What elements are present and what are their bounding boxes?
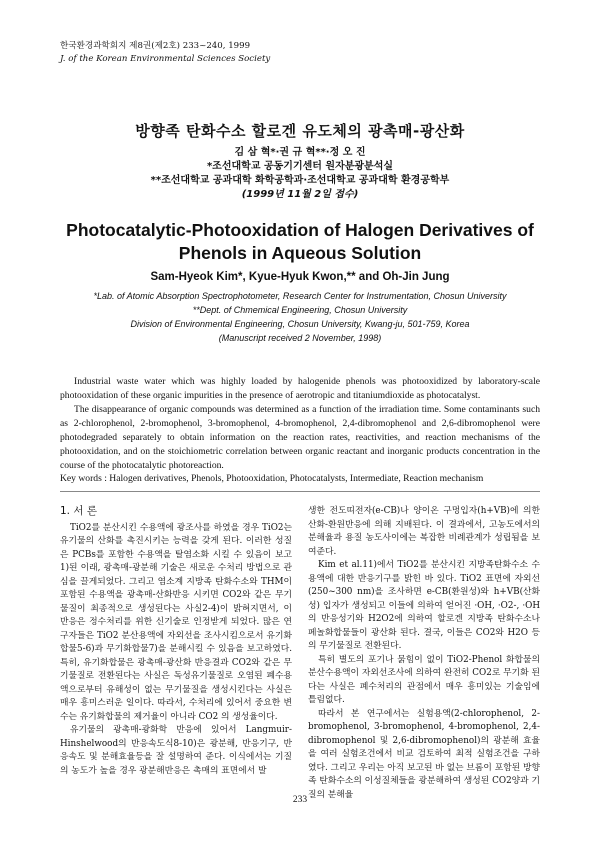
section-heading-introduction: 1. 서 론: [60, 505, 97, 517]
affiliation-english-2: **Dept. of Chmemical Engineering, Chosun University: [192, 305, 408, 315]
keywords: Key words : Halogen derivatives, Phenols, Photooxidation, Photocatalysts, Intermediate, Reaction mechanism: [60, 473, 484, 484]
body-column-right: [308, 505, 540, 802]
affiliation-korean-2: **조선대학교 공과대학 화학공학과·조선대학교 공과대학 환경공학부: [150, 175, 450, 186]
received-date-korean: (1999년 11월 2일 접수): [241, 189, 359, 200]
authors-english: Sam-Hyeok Kim*, Kyue-Hyuk Kwon,** and Oh-Jin Jung: [150, 271, 450, 283]
body-paragraph: TiO2를 분산시킨 수용액에 광조사를 하였을 경우 TiO2는 유기물의 산화를 촉진시키는 능력을 갖게 된다. 이러한 성질은 PCBs를 포함한 수용액을 탈염소화 시킬 수 있음이 보고1)된 이래, 광촉매-광분해 기술은 새로운 수처리 방법으로 관심을 끌게되었다. 그리고 염소계 지방족 탄화수소와 THM이 포함된 수용액을 광촉매-산화반응 시키면 CO2와 같은 무기물질이 최종적으로 생성된다는 사실2-4)이 밝혀지면서, 이 반응은 정수처리를 위한 신기술로 인정받게 되었다. 많은 연구자들은 TiO2 분산용액에 자외선을 조사시킴으로서 유기화합물5-6)과 무기화합물7)을 분해시킬 수 있음을 보고하였다. 특히, 유기화합물은 광촉매-광산화 반응결과 CO2와 같은 무기물질로 전환된다는 사실은 독성유기물질로 오염된 폐수용액으로부터 유해성이 없는 무기물질을 생성시킨다는 사실은 매우 흥미스러운 일이다. 따라서, 수처리에 있어서 중요한 변수는 유기화합물의 제거율이 아니라 CO2 의 생성율이다.: [60, 522, 292, 722]
title-korean: 방향족 탄화수소 할로겐 유도체의 광촉매-광산화: [135, 122, 465, 140]
authors-korean: 김 삼 혁*·권 규 혁**·정 오 진: [234, 147, 366, 158]
title-english: [0, 219, 600, 265]
affiliation-korean-1: *조선대학교 공동기기센터 원자분광분석실: [206, 161, 394, 172]
page-number: 233: [292, 795, 308, 805]
section-divider: [60, 491, 540, 492]
body-paragraph: 따라서 본 연구에서는 실험용액(2-chlorophenol, 2-bromophenol, 3-bromophenol, 4-bromophenol, 2,4-dibromophenol 및 2,6-dibromophenol)의 광분해 효율을 여러 실험조건에서 비교 검토하여 최적 실험조건을 구하였다. 그리고 우리는 아직 보고된 바 없는 브롬이 포함된 방향족 탄화수소의 이성질체들을 광분해하여 생성된 CO2양과 기질의 분해율: [308, 708, 540, 800]
body-column-left: [60, 505, 292, 778]
journal-name-en: J. of the Korean Environmental Sciences Society: [60, 54, 271, 64]
journal-header: [60, 40, 270, 66]
abstract: [60, 375, 540, 473]
abstract-paragraph-1: Industrial waste water which was highly loaded by halogenide phenols was photooxidized by laboratory-scale photooxidation of these organic impurities in the presence of aerotropic and titaniumdioxide as photocatalyst.: [60, 376, 540, 401]
affiliation-english-3: Division of Environmental Engineering, Chosun University, Kwang-ju, 501-759, Korea: [130, 319, 470, 329]
title-english-line-1: Photocatalytic-Photooxidation of Halogen Derivatives of: [66, 220, 534, 240]
received-date-english: (Manuscript received 2 November, 1998): [218, 333, 382, 343]
body-paragraph: 특히 별도의 포기나 묽힘이 없이 TiO2-Phenol 화합물의 분산수용액이 자외선조사에 의하여 완전히 CO2로 무기화 된다는 사실은 폐수처리의 관점에서 매우 흥미있는 기술임에 틀림없다.: [308, 654, 540, 705]
affiliations-english: [0, 289, 600, 345]
abstract-paragraph-2: The disappearance of organic compounds was determined as a function of the irradiation time. Some contaminants such as 2-chlorophenol, 2-bromophenol, 3-bromophenol, 4-bromophenol, 2,4-dibromophenol and 2,6-dibromophenol were photodegraded separately to obtain information on the reaction rates, reactivities, and reaction mechanisms of the photooxidation, and on the stoichiometric correlation between organic reactant and inorganic products concentration in the course of the photocatalytic photoreaction.: [60, 404, 540, 471]
authors-korean-block: [0, 146, 600, 202]
body-paragraph: 생한 전도띠전자(e-CB)나 양이온 구멍입자(h+VB)에 의한 산화-환원반응에 의해 지배된다. 이 결과에서, 고농도에서의 분해율과 용질 농도사이에는 복잡한 비례관계가 성립됨을 보여준다.: [308, 506, 540, 557]
body-paragraph: Kim et al.11)에서 TiO2를 분산시킨 지방족탄화수소 수용액에 대한 반응기구를 밝힌 바 있다. TiO2 표면에 자외선(250~300 nm)을 조사하면 e-CB(환원성)와 h+VB(산화성) 입자가 생성되고 이들에 의하여 얻어진 ·OH, ·O2-, ·OH의 반응성기와 H2O2에 의하여 할로겐 지방족 탄화수소나 페놀화합물들이 광산화 된다. 결국, 이들은 CO2와 H2O 등의 무기물질로 전환된다.: [308, 560, 540, 651]
affiliation-english-1: *Lab. of Atomic Absorption Spectrophotometer, Research Center for Instrumentation, Chosun University: [93, 291, 507, 301]
journal-citation-ko: 한국환경과학회지 제8권(제2호) 233~240, 1999: [60, 41, 251, 51]
title-english-line-2: Phenols in Aqueous Solution: [178, 243, 422, 263]
body-paragraph: 유기물의 광촉매-광화학 반응에 있어서 Langmuir-Hinshelwood의 반응속도식8-10)은 광분해, 반응기구, 반응속도 및 분해효율등을 잘 설명하여 준다. 이식에서는 기질의 농도가 높을 경우 광분해반응은 촉매의 표면에서 발: [60, 725, 292, 776]
